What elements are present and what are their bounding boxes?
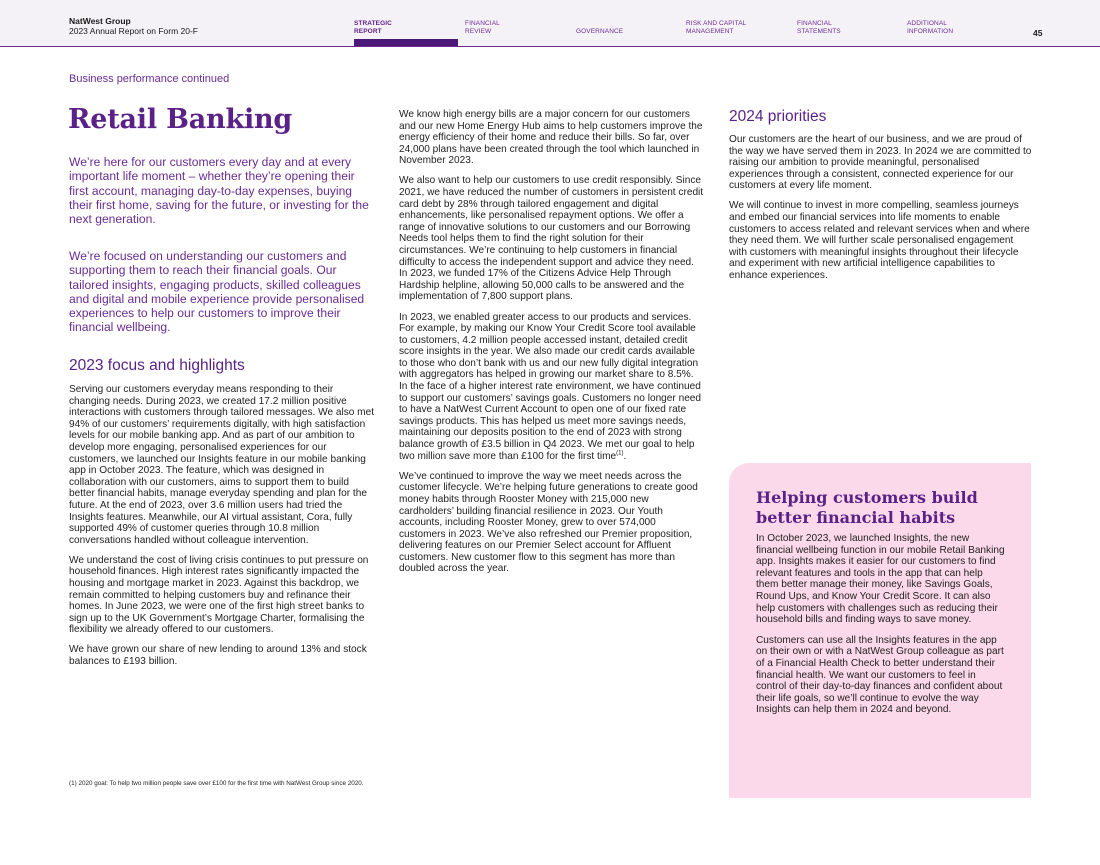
nav-tab-line: INFORMATION (907, 27, 954, 35)
body-paragraph: Serving our customers everyday means responding to their changing needs. During 2023, we created 17.2 million positive interactions with customers through tailored messages. We also met 94% of our customers’ requirements digitally, with high satisfaction levels for our mobile banking app. And as part of our ambition to develop more engaging, personalised experiences for our customers, we launched our Insights feature in our mobile banking app in October 2023. The feature, which was designed in collaboration with our customers, aims to support them to build better financial habits, manage everyday spending and plan for the future. At the end of 2023, over 3.6 million users had tried the Insights features. Meanwhile, our AI virtual assistant, Cora, fully supported 49% of customer queries through 10.8 million conversations handled without colleague intervention. (69, 384, 375, 546)
report-name: 2023 Annual Report on Form 20-F (69, 26, 198, 36)
nav-tab-financial-statements[interactable] (797, 20, 841, 35)
body-paragraph: We have grown our share of new lending to around 13% and stock balances to £193 billion. (69, 644, 367, 668)
body-paragraph: We understand the cost of living crisis continues to put pressure on household finances. High interest rates significantly impacted the housing and mortgage market in 2023. Against this backdrop, we remain committed to helping customers buy and refinance their homes. In June 2023, we were one of the first high street banks to sign up to the UK Government’s Mortgage Charter, formalising the flexibility we already offered to our customers. (69, 554, 369, 636)
page-number: 45 (1033, 28, 1043, 38)
nav-tab-line: FINANCIAL (465, 20, 500, 27)
nav-tab-governance[interactable] (576, 28, 623, 36)
highlight-box-body (756, 533, 1006, 725)
nav-tab-line: FINANCIAL (797, 20, 832, 27)
page-title: Retail Banking (68, 104, 293, 135)
nav-tab-line: RISK AND CAPITAL (686, 20, 747, 27)
body-paragraph: Our customers are the heart of our business, and we are proud of the way we have served them in 2023. In 2024 we are committed to raising our ambition to provide meaningful, personalised experiences through a consistent, connected experience for our customers at every life moment. (729, 134, 1032, 192)
lead-paragraph: We’re here for our customers every day and at every important life moment – whether they’re opening their first account, managing day-to-day expenses, buying their first home, saving for the future, or investing for the next generation. (69, 155, 369, 227)
body-paragraph: We’ve continued to improve the way we meet needs across the customer lifecycle. We’re helping future generations to create good money habits through Rooster Money with 215,000 new cardholders’ building financial resilience in 2023. Our Youth accounts, including Rooster Money, grew to over 574,000 customers in 2023. We’ve also refreshed our Premier proposition, delivering features on our Premier Select account for Affluent customers. New customer flow to this segment has more than doubled across the year. (399, 470, 698, 575)
nav-tab-line: MANAGEMENT (686, 27, 734, 35)
nav-tab-line: GOVERNANCE (576, 28, 624, 35)
nav-tab-risk-capital[interactable] (686, 20, 746, 35)
nav-tab-financial-review[interactable] (465, 20, 500, 35)
active-tab-indicator (354, 39, 458, 46)
focus-column (69, 384, 374, 676)
paragraph-end: . (623, 450, 627, 462)
body-paragraph: We will continue to invest in more compelling, seamless journeys and embed our financial services into life moments to enable customers to access related and relevant services when and where they need them. We will further scale personalised engagement with customers with meaningful insights throughout their lifecycle and experiment with new artificial intelligence capabilities to enhance experiences. (729, 200, 1030, 282)
report-header (0, 0, 1100, 47)
body-paragraph: Customers can use all the Insights features in the app on their own or with a NatWest Group colleague as part of a Financial Health Check to better understand their financial health. We want our customers to feel in control of their day-to-day finances and confident about their life goals, so we’ll continue to evolve the way Insights can help them in 2024 and beyond. (756, 634, 1004, 716)
nav-tab-additional-information[interactable] (907, 20, 953, 35)
breadcrumb: Business performance continued (69, 73, 230, 85)
highlight-box-title: Helping customers build better financial habits (756, 488, 978, 527)
brand-block (69, 16, 198, 36)
paragraph-text: In 2023, we enabled greater access to our products and services. For example, by making our Know Your Credit Score tool available to customers, 4.2 million people accessed instant, detailed credit score insights in the year. We also made our credit cards available to those who don’t bank with us and our new fully digital integration with aggregators has helped in growing our market share to 8.5%. In the face of a higher interest rate environment, we have continued to support our customers’ savings goals. Customers no longer need to have a NatWest Current Account to open one of our fixed rate savings products. This has helped us meet more savings needs, maintaining our deposits position to the end of 2023 with strong balance growth of £3.5 billion in Q4 2023. We met our goal to help two million save more than £100 for the first time (399, 311, 702, 462)
nav-tab-line: STRATEGIC (354, 20, 392, 27)
middle-column (399, 109, 704, 584)
brand-name: NatWest Group (69, 16, 131, 26)
priorities-column (729, 134, 1034, 290)
footnote-reference[interactable]: (1) (616, 450, 624, 457)
footnote: (1) 2020 goal: To help two million people save over £100 for the first time with NatWest Group since 2020. (69, 780, 364, 787)
nav-tab-strategic-report[interactable] (354, 20, 392, 35)
body-paragraph (399, 312, 704, 463)
body-paragraph: In October 2023, we launched Insights, the new financial wellbeing function in our mobile Retail Banking app. Insights makes it easier for our customers to find relevant features and tools in the app that can help them better manage their money, like Savings Goals, Round Ups, and Know Your Credit Score. It can also help customers with challenges such as reducing their household bills and finding ways to save money. (756, 533, 1005, 626)
section-heading-focus: 2023 focus and highlights (69, 357, 245, 374)
section-heading-priorities: 2024 priorities (729, 108, 827, 125)
nav-tab-line: ADDITIONAL (907, 20, 948, 27)
lead-paragraph: We’re focused on understanding our customers and supporting them to reach their financial goals. Our tailored insights, engaging products, skilled colleagues and digital and mobile experience provide personalised experiences to help our customers to improve their financial wellbeing. (69, 249, 365, 335)
nav-tab-line: STATEMENTS (797, 27, 841, 35)
nav-tab-line: REPORT (354, 27, 382, 35)
nav-tab-line: REVIEW (465, 27, 492, 35)
body-paragraph: We also want to help our customers to use credit responsibly. Since 2021, we have reduced the number of customers in persistent credit card debt by 28% through tailored engagement and digital enhancements, like personalised repayment options. We offer a range of innovative solutions to our customers and our Borrowing Needs tool helps them to find the right solution for their circumstances. We’re continuing to help customers in financial difficulty to access the independent support and advice they need. In 2023, we funded 17% of the Citizens Advice Help Through Hardship helpline, allowing 50,000 calls to be answered and the implementation of 7,800 support plans. (399, 175, 704, 303)
body-paragraph: We know high energy bills are a major concern for our customers and our new Home Energy Hub aims to help customers improve the energy efficiency of their home and reduce their bills. So far, over 24,000 plans have been created through the tool which launched in November 2023. (399, 109, 703, 167)
